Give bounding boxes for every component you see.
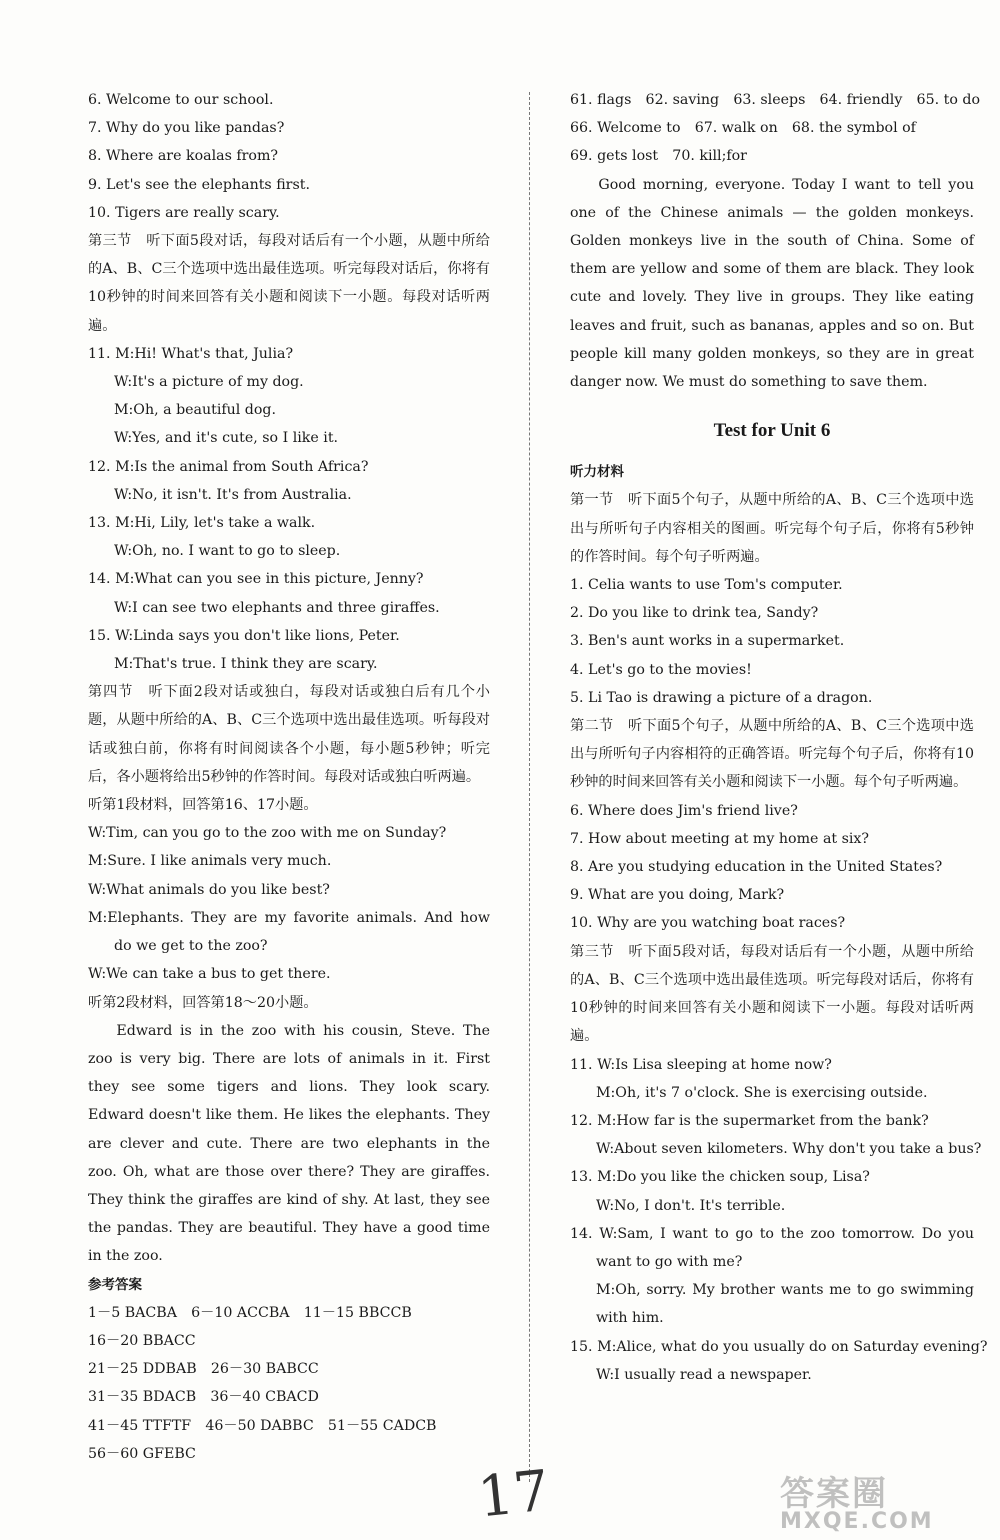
dialog-line: 15. M:Alice, what do you usually do on Saturday evening? [570,1338,988,1355]
list-item: 7. How about meeting at my home at six? [570,830,870,847]
list-item: 5. Li Tao is drawing a picture of a dragon. [570,689,873,706]
answer-row: 1－5 BACBA 6－10 ACCBA 11－15 BBCCB [88,1304,412,1321]
list-item: 4. Let's go to the movies! [570,661,752,678]
answer-row: 56－60 GFEBC [88,1445,196,1462]
column-divider [529,92,530,1482]
dialog-line: W:I can see two elephants and three giraffes. [114,599,440,616]
list-item: 2. Do you like to drink tea, Sandy? [570,605,819,622]
dialog-line: M:That's true. I think they are scary. [114,656,378,673]
dialog-line: M:Oh, a beautiful dog. [114,402,277,419]
left-items-6-10 [88,86,490,227]
dialog-line: W:No, I don't. It's terrible. [596,1197,786,1214]
dialog-line: 12. M:Is the animal from South Africa? [88,458,369,475]
answer-row: 16－20 BBACC [88,1332,196,1349]
dialog-line: 13. M:Hi, Lily, let's take a walk. [88,515,316,532]
right-dialog-11-15 [570,1051,988,1389]
dialog-line: W:Yes, and it's cute, so I like it. [114,430,339,447]
left-section4-instruction: 第四节 听下面2段对话或独白，每段对话或独白后有几个小题，从题中所给的A、B、C三个选项中选出最佳选项。听每段对话或独白前，你将有时间阅读各个小题，每小题5秒钟；听完后，各小题将给出5秒钟的作答时间。每段对话或独白听两遍。 [88,684,490,785]
watermark-bottom-text: MXQE.COM [780,1509,934,1534]
right-section3-instruction: 第三节 听下面5段对话，每段对话后有一个小题，从题中所给的A、B、C三个选项中选出最佳选项。听完每段对话后，你将有10秒钟的时间来回答有关小题和阅读下一小题。每段对话听两遍。 [570,943,974,1045]
answers-title: 参考答案 [88,1276,142,1293]
list-item: 1. Celia wants to use Tom's computer. [570,577,843,594]
dialog-line: M:Sure. I like animals very much. [88,853,332,870]
dialog-line: W:Oh, no. I want to go to sleep. [114,543,341,560]
watermark-logo [780,1466,990,1536]
dialog-line: 15. W:Linda says you don't like lions, Peter. [88,627,400,644]
dialog-line: M:Oh, sorry. My brother wants me to go swimming with him. [596,1282,974,1327]
right-items-1-5 [570,571,974,712]
right-section2-instruction: 第二节 听下面5个句子，从题中所给的A、B、C三个选项中选出与所听句子内容相符的正确答语。听完每个句子后，你将有10秒钟的时间来回答有关小题和阅读下一小题。每个句子听两遍。 [570,718,974,791]
watermark-top-text: 答案圈 [780,1474,888,1514]
right-section1-instruction: 第一节 听下面5个句子，从题中所给的A、B、C三个选项中选出与所听句子内容相关的图画。听完每个句子后，你将有5秒钟的作答时间。每个句子听两遍。 [570,492,974,565]
list-item: 10. Why are you watching boat races? [570,915,846,932]
dialog-line: 11. W:Is Lisa sleeping at home now? [570,1056,832,1073]
left-dialog-11-15 [88,340,490,678]
left-item-10: 10. Tigers are really scary. [88,204,280,221]
left-item-9: 9. Let's see the elephants first. [88,176,310,193]
left-item-8: 8. Where are koalas from? [88,148,279,165]
dialog-line: M:Elephants. They are my favorite animals. And how do we get to the zoo? [88,909,490,955]
list-item: 6. Where does Jim's friend live? [570,802,798,819]
listening-title: 听力材料 [570,464,624,481]
answers-list [88,1299,490,1468]
unit-title: Test for Unit 6 [713,420,831,442]
material2-title: 听第2段材料，回答第18～20小题。 [88,994,318,1011]
dialog-line: W:Tim, can you go to the zoo with me on Sunday? [88,825,447,842]
material2-passage: Edward is in the zoo with his cousin, Steve. The zoo is very big. There are lots of animals in it. First they see some tigers and lions. They look scary. Edward doesn't like them. He likes the elephants. They are clever and cute. There are two elephants in the zoo. Oh, what are those over there? They are giraffes. They think the giraffes are kind of shy. At last, they see the pandas. They are beautiful. They have a good time in the zoo. [88,1022,490,1265]
right-items-6-10 [570,797,974,938]
list-item: 3. Ben's aunt works in a supermarket. [570,633,845,650]
golden-monkeys-passage: Good morning, everyone. Today I want to tell you one of the Chinese animals — the golden monkeys. Golden monkeys live in the south of China. Some of them are yellow and some of them are black. They look cute and lovely. They live in groups. They like eating leaves and fruit, such as bananas, apples and so on. But people kill many golden monkeys, so they are in great danger now. We must do something to save them. [570,176,974,391]
material1-dialog [88,819,490,988]
page-number: 17 [474,1458,553,1531]
dialog-line: W:It's a picture of my dog. [114,374,304,391]
left-item-6: 6. Welcome to our school. [88,92,274,108]
dialog-line: W:About seven kilometers. Why don't you take a bus? [596,1141,982,1158]
dialog-line: M:Oh, it's 7 o'clock. She is exercising outside. [596,1084,928,1101]
dialog-line: W:We can take a bus to get there. [88,966,331,983]
dialog-line: 14. W:Sam, I want to go to the zoo tomorrow. Do you want to go with me? [570,1225,974,1270]
answer-row: 31－35 BDACB 36－40 CBACD [88,1389,319,1406]
answer-row: 69. gets lost 70. kill;for [570,148,747,165]
left-item-7: 7. Why do you like pandas? [88,120,285,137]
dialog-line: 11. M:Hi! What's that, Julia? [88,345,294,362]
answer-row: 41－45 TTFTF 46－50 DABBC 51－55 CADCB [88,1417,437,1434]
dialog-line: W:No, it isn't. It's from Australia. [114,486,352,503]
answer-row: 66. Welcome to 67. walk on 68. the symbol of [570,120,916,137]
list-item: 8. Are you studying education in the United States? [570,859,943,876]
material1-title: 听第1段材料，回答第16、17小题。 [88,797,318,814]
dialog-line: 12. M:How far is the supermarket from the bank? [570,1112,929,1129]
dialog-line: W:What animals do you like best? [88,881,330,898]
dialog-line: 13. M:Do you like the chicken soup, Lisa? [570,1169,870,1186]
left-column [88,86,490,1468]
dialog-line: W:I usually read a newspaper. [596,1366,812,1383]
right-column [570,86,988,1389]
list-item: 9. What are you doing, Mark? [570,887,785,904]
answer-row: 61. flags 62. saving 63. sleeps 64. friendly 65. to do [570,92,980,108]
left-section3-instruction: 第三节 听下面5段对话，每段对话后有一个小题，从题中所给的A、B、C三个选项中选出最佳选项。听完每段对话后，你将有10秒钟的时间来回答有关小题和阅读下一小题。每段对话听两遍。 [88,233,490,334]
answers-61-70 [570,86,980,171]
answer-row: 21－25 DDBAB 26－30 BABCC [88,1361,319,1378]
dialog-line: 14. M:What can you see in this picture, Jenny? [88,571,424,588]
